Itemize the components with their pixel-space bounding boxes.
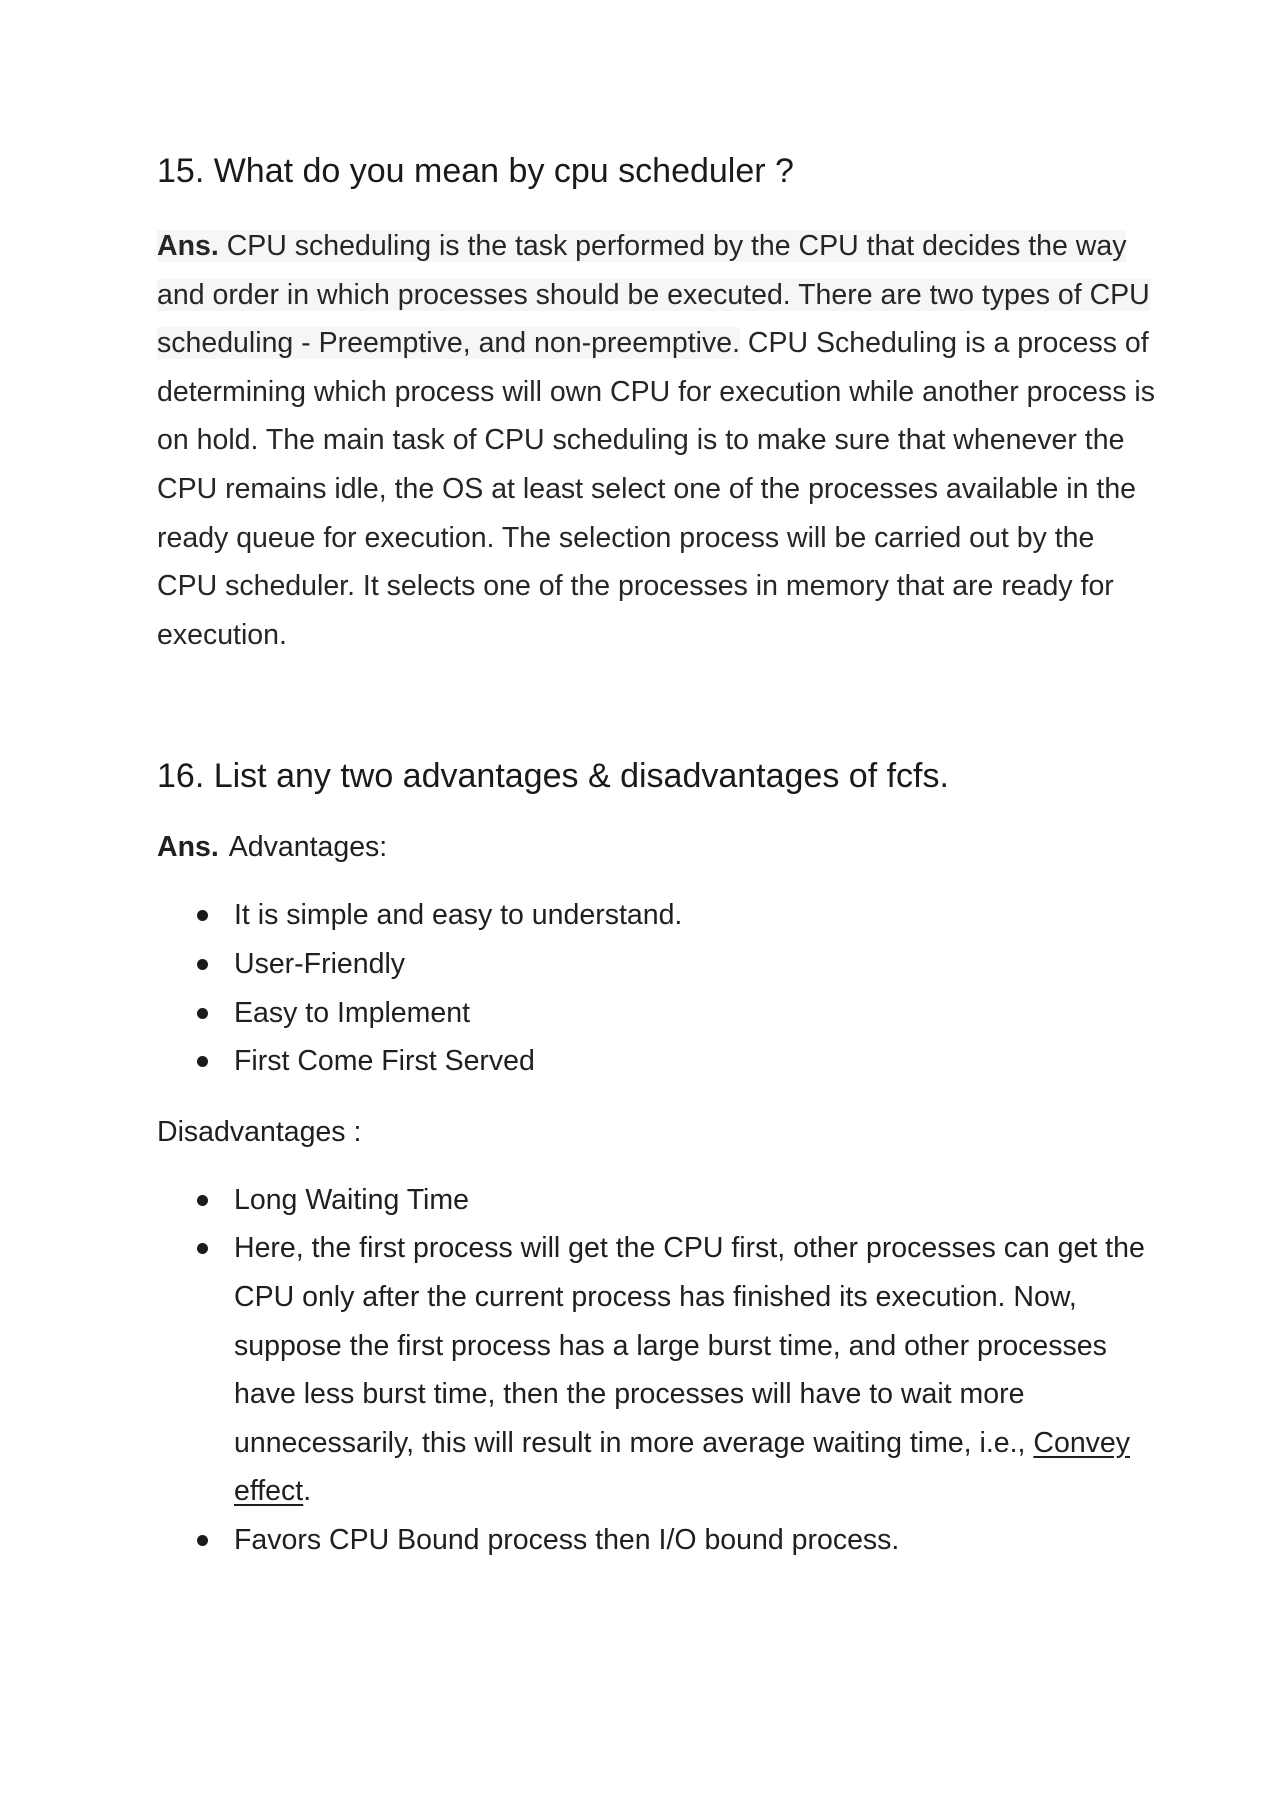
advantages-list [157, 891, 1157, 1085]
answer-15-paragraph [157, 222, 1157, 659]
list-item: Here, the first process will get the CPU first, other processes can get the CPU only after the current process has finished its execution. Now, suppose the first process has a large burst time, and other processes have less burst time, then the processes will have to wait more unnecessarily, this will result in more average waiting time, i.e., Convey effect. [157, 1224, 1157, 1516]
list-item: Long Waiting Time [157, 1176, 1157, 1225]
disadvantages-title: Disadvantages : [157, 1115, 362, 1148]
bullet-icon [197, 1008, 208, 1019]
answer-label: Ans. [157, 831, 219, 864]
list-item: User-Friendly [157, 940, 1157, 989]
question-15-heading: 15. What do you mean by cpu scheduler ? [157, 152, 794, 190]
convey-effect-link[interactable]: Convey effect [234, 1426, 1131, 1508]
document-page [157, 150, 1157, 1564]
disadvantages-list [157, 1176, 1157, 1565]
bullet-icon [197, 959, 208, 970]
bullet-icon [197, 1056, 208, 1067]
question-16-heading: 16. List any two advantages & disadvantages of fcfs. [157, 757, 949, 796]
answer-label: Ans. [157, 230, 219, 262]
advantages-title: Advantages: [228, 831, 388, 864]
answer-16-intro [157, 827, 1157, 867]
list-item: Favors CPU Bound process then I/O bound process. [157, 1516, 1157, 1565]
bullet-icon [197, 1535, 208, 1546]
list-item: Easy to Implement [157, 989, 1157, 1038]
bullet-icon [197, 1195, 208, 1206]
bullet-icon [197, 910, 208, 921]
definition-text: CPU scheduling is the task performed by the CPU that decides the way and order in which processes should be executed. There are two types of CPU scheduling - Preemptive, and non-preemptive. [157, 230, 1150, 360]
bullet-icon [197, 1243, 208, 1254]
explanation-text: CPU Scheduling is a process of determining which process will own CPU for execution while another process is on hold. The main task of CPU scheduling is to make sure that whenever the CPU remains idle, the OS at least select one of the processes available in the ready queue for execution. The selection process will be carried out by the CPU scheduler. It selects one of the processes in memory that are ready for execution. [157, 327, 1155, 651]
list-item: First Come First Served [157, 1037, 1157, 1086]
list-item: It is simple and easy to understand. [157, 891, 1157, 940]
